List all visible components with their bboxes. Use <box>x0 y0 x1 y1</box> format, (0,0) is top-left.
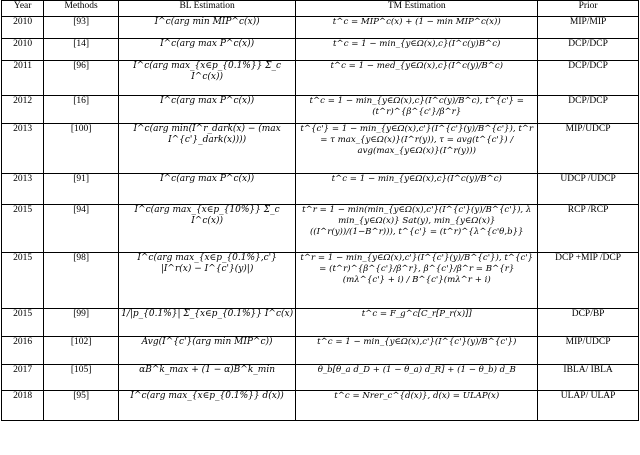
header-tm-estimation: TM Estimation <box>296 1 538 17</box>
cell-method: [16] <box>44 96 119 124</box>
cell-prior: DCP +MIP /DCP <box>538 253 639 309</box>
table-row <box>2 39 639 61</box>
table-row <box>2 124 639 174</box>
cell-prior: MIP/MIP <box>538 17 639 39</box>
cell-year: 2018 <box>2 391 44 421</box>
cell-bl-estimation: I^c(arg max P^c(x)) <box>118 39 295 61</box>
cell-bl-estimation: I^c(arg min MIP^c(x)) <box>118 17 295 39</box>
cell-prior: IBLA/ IBLA <box>538 365 639 391</box>
cell-prior: DCP/DCP <box>538 61 639 96</box>
cell-year: 2013 <box>2 124 44 174</box>
cell-year: 2017 <box>2 365 44 391</box>
cell-year: 2010 <box>2 39 44 61</box>
cell-prior: UDCP /UDCP <box>538 174 639 205</box>
cell-bl-estimation: I^c(arg max_{x∈p_{0.1%},c'} |I^r(x) − I^{c'}(y)|) <box>118 253 295 309</box>
cell-method: [105] <box>44 365 119 391</box>
cell-prior: DCP/DCP <box>538 96 639 124</box>
cell-tm-estimation: t^c = MIP^c(x) + (1 − min MIP^c(x)) <box>296 17 538 39</box>
cell-year: 2016 <box>2 337 44 365</box>
cell-year: 2015 <box>2 205 44 253</box>
cell-method: [93] <box>44 17 119 39</box>
cell-bl-estimation: αB^k_max + (1 − α)B^k_min <box>118 365 295 391</box>
cell-tm-estimation: t^r = 1 − min_{y∈Ω(x),c'}(I^{c'}(y)/B^{c'}), t^{c'} = (t^r)^{β^{c'}/β^r}, β^{c'}/β^r = B^{r}(mλ^{c'} + i) / B^{c'}(mλ^r + i) <box>296 253 538 309</box>
header-methods: Methods <box>44 1 119 17</box>
cell-tm-estimation: t^c = 1 − min_{y∈Ω(x),c}(I^c(y)/B^c), t^{c'} = (t^r)^{β^{c'}/β^r} <box>296 96 538 124</box>
table-row <box>2 253 639 309</box>
cell-method: [94] <box>44 205 119 253</box>
table-row <box>2 365 639 391</box>
table-row <box>2 205 639 253</box>
cell-method: [95] <box>44 391 119 421</box>
cell-tm-estimation: t^c = 1 − min_{y∈Ω(x),c'}(I^{c'}(y)/B^{c'}) <box>296 337 538 365</box>
cell-prior: RCP /RCP <box>538 205 639 253</box>
cell-year: 2011 <box>2 61 44 96</box>
cell-tm-estimation: t^{c'} = 1 − min_{y∈Ω(x),c'}(I^{c'}(y)/B^{c'}), t^r = τ max_{y∈Ω(x)}(I^r(y)), τ = avg(t^{c'}) / avg(max_{y∈Ω(x)}(I^r(y))) <box>296 124 538 174</box>
table-row <box>2 391 639 421</box>
cell-method: [102] <box>44 337 119 365</box>
cell-bl-estimation: I^c(arg max_{x∈p_{0.1%}} Σ_c I^c(x)) <box>118 61 295 96</box>
cell-bl-estimation: I^c(arg max_{x∈p_{0.1%}} d(x)) <box>118 391 295 421</box>
cell-bl-estimation: I^c(arg max P^c(x)) <box>118 96 295 124</box>
cell-prior: DCP/BP <box>538 309 639 337</box>
cell-method: [98] <box>44 253 119 309</box>
cell-tm-estimation: t^c = 1 − med_{y∈Ω(x),c}(I^c(y)/B^c) <box>296 61 538 96</box>
cell-tm-estimation: θ_b[θ_a d_D + (1 − θ_a) d_R] + (1 − θ_b) d_B <box>296 365 538 391</box>
cell-tm-estimation: t^c = Nrer_c^{d(x)}, d(x) = ULAP(x) <box>296 391 538 421</box>
cell-bl-estimation: I^c(arg max P^c(x)) <box>118 174 295 205</box>
cell-prior: MIP/UDCP <box>538 337 639 365</box>
methods-comparison-table <box>1 0 639 421</box>
cell-bl-estimation: I^c(arg max_{x∈p_{10%}} Σ_c I^c(x)) <box>118 205 295 253</box>
cell-method: [91] <box>44 174 119 205</box>
cell-year: 2013 <box>2 174 44 205</box>
cell-year: 2015 <box>2 309 44 337</box>
cell-year: 2010 <box>2 17 44 39</box>
cell-year: 2015 <box>2 253 44 309</box>
cell-prior: ULAP/ ULAP <box>538 391 639 421</box>
cell-method: [96] <box>44 61 119 96</box>
table-row <box>2 17 639 39</box>
header-prior: Prior <box>538 1 639 17</box>
cell-tm-estimation: t^r = 1 − min(min_{y∈Ω(x),c'}(I^{c'}(y)/B^{c'}), λ min_{y∈Ω(x)} Sat(y), min_{y∈Ω(x)}((I^r(y))/(1−B^r))), t^{c'} = (t^r)^{λ^{c'θ,b}} <box>296 205 538 253</box>
table-row <box>2 174 639 205</box>
cell-tm-estimation: t^c = 1 − min_{y∈Ω(x),c}(I^c(y)/B^c) <box>296 174 538 205</box>
table-row <box>2 309 639 337</box>
cell-bl-estimation: 1/|p_{0.1%}| Σ_{x∈p_{0.1%}} I^c(x) <box>118 309 295 337</box>
cell-method: [14] <box>44 39 119 61</box>
cell-tm-estimation: t^c = 1 − min_{y∈Ω(x),c}(I^c(y)B^c) <box>296 39 538 61</box>
cell-bl-estimation: Avg(I^{c'}(arg min MIP^c)) <box>118 337 295 365</box>
cell-method: [99] <box>44 309 119 337</box>
cell-bl-estimation: I^c(arg min(I^r_dark(x) − (max I^{c'}_dark(x)))) <box>118 124 295 174</box>
cell-tm-estimation: t^c = F_g^c[C_r[P_r(x)]] <box>296 309 538 337</box>
table-row <box>2 96 639 124</box>
table-header-row <box>2 1 639 17</box>
header-bl-estimation: BL Estimation <box>118 1 295 17</box>
table-row <box>2 337 639 365</box>
cell-prior: DCP/DCP <box>538 39 639 61</box>
cell-year: 2012 <box>2 96 44 124</box>
header-year: Year <box>2 1 44 17</box>
cell-method: [100] <box>44 124 119 174</box>
table-row <box>2 61 639 96</box>
cell-prior: MIP/UDCP <box>538 124 639 174</box>
